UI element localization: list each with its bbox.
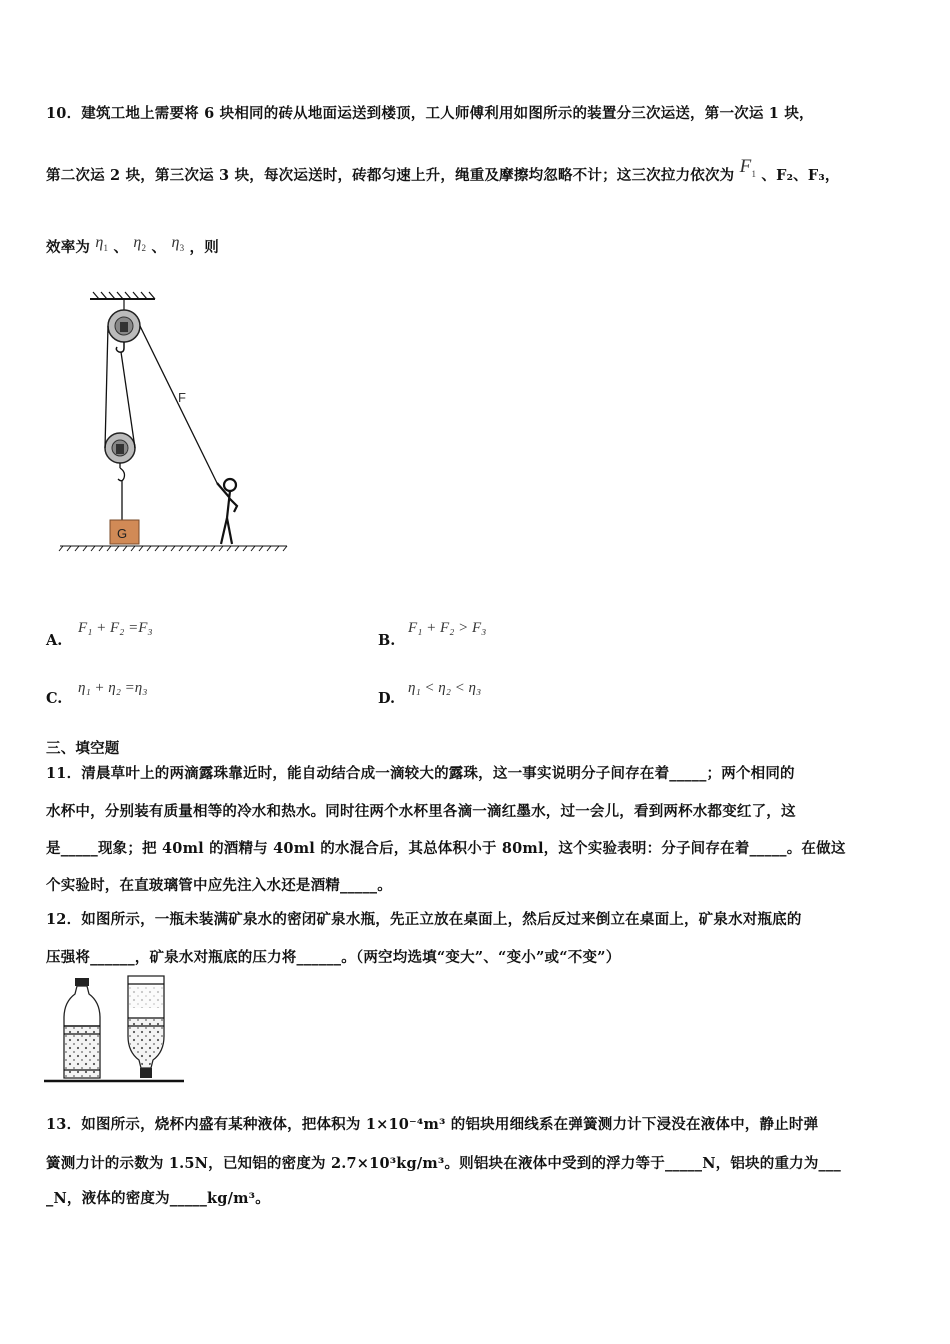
option-b-expr: F₁ + F₂ > F₃ (408, 620, 487, 636)
q10-line-2 (46, 156, 840, 187)
q10-eta3-sub: 3 (179, 243, 185, 254)
option-a-label: A. (46, 632, 63, 649)
q10-line-3-text: 效率为 (46, 239, 91, 256)
q10-line-3 (46, 236, 219, 258)
upright-bottle (64, 978, 100, 1078)
q11-line-1: 11．清晨草叶上的两滴露珠靠近时，能自动结合成一滴较大的露珠，这一事实说明分子间存在着_____；两个相同的 (46, 765, 795, 782)
worker-figure (217, 479, 237, 544)
q10-f1-symbol (740, 156, 757, 177)
q10-line-3-tail: ，则 (189, 239, 219, 256)
option-d-expr: η₁ < η₂ < η₃ (408, 680, 482, 696)
q10-eta3 (171, 234, 185, 254)
q12-line-1: 12．如图所示，一瓶未装满矿泉水的密闭矿泉水瓶，先正立放在桌面上，然后反过来倒立在桌面上，矿泉水对瓶底的 (46, 911, 802, 928)
q10-sep-2: 、 (151, 239, 167, 256)
q10-eta1 (95, 234, 109, 254)
q13-line-3: _N，液体的密度为_____kg/m³。 (46, 1190, 270, 1207)
q10-line-2-text: 第二次运 2 块，第三次运 3 块，每次运送时，砖都匀速上升，绳重及摩擦均忽略不计；这三次拉力依次为 (46, 167, 735, 184)
option-d-label: D. (378, 690, 396, 707)
q13-line-2: 簧测力计的示数为 1.5N，已知铝的密度为 2.7×10³kg/m³。则铝块在液体中受到的浮力等于_____N，铝块的重力为___ (46, 1155, 841, 1172)
force-label: F (178, 390, 186, 405)
q13-line-1: 13．如图所示，烧杯内盛有某种液体，把体积为 1×10⁻⁴m³ 的铝块用细线系在弹簧测力计下浸没在液体中，静止时弹 (46, 1116, 819, 1133)
option-a-expr: F₁ + F₂ =F₃ (78, 620, 153, 636)
q10-f1-letter: F (739, 156, 752, 177)
q10-eta1-letter: η (95, 234, 104, 251)
weight-label: G (117, 526, 128, 541)
option-c-label: C. (46, 690, 63, 707)
bottles-figure (44, 974, 186, 1086)
section-title: 三、填空题 (46, 740, 120, 757)
q11-line-2: 水杯中，分别装有质量相等的冷水和热水。同时往两个水杯里各滴一滴红墨水，过一会儿，看到两杯水都变红了，这 (46, 803, 796, 820)
q12-line-2: 压强将______，矿泉水对瓶底的压力将______。（两空均选填“变大”、“变小”或“不变”） (46, 949, 621, 966)
q10-eta2-sub: 2 (141, 243, 147, 254)
q10-f1-sub: 1 (751, 168, 757, 179)
option-c-expr: η₁ + η₂ =η₃ (78, 680, 148, 696)
q10-eta2-letter: η (133, 234, 142, 251)
q10-eta2 (133, 234, 147, 254)
q10-line-2-tail: 、F₂、F₃， (761, 167, 840, 184)
option-b-label: B. (378, 632, 396, 649)
q10-eta1-sub: 1 (103, 243, 109, 254)
q10-line-1: 10．建筑工地上需要将 6 块相同的砖从地面运送到楼顶，工人师傅利用如图所示的装置分三次运送，第一次运 1 块， (46, 105, 814, 122)
q11-line-4: 个实验时，在直玻璃管中应先注入水还是酒精_____。 (46, 877, 392, 894)
q10-sep-1: 、 (113, 239, 129, 256)
pulley-figure (55, 290, 295, 555)
q10-eta3-letter: η (171, 234, 180, 251)
inverted-bottle (128, 976, 164, 1078)
q11-line-3: 是_____现象；把 40ml 的酒精与 40ml 的水混合后，其总体积小于 80ml，这个实验表明：分子间存在着_____。在做这 (46, 840, 846, 857)
